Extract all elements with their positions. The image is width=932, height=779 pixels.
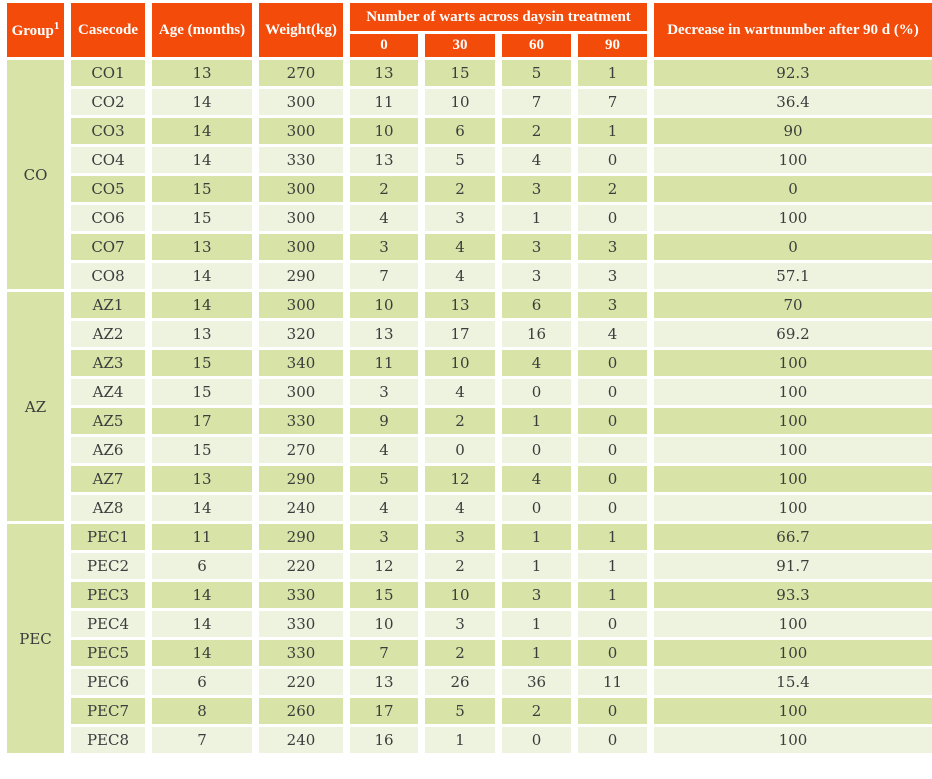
- cell-decrease: 100: [654, 408, 932, 434]
- cell-d30: 4: [425, 495, 495, 521]
- cell-age: 14: [152, 147, 252, 173]
- table-row: [7, 408, 932, 434]
- table-row: [7, 60, 932, 86]
- cell-d60: 5: [502, 60, 571, 86]
- cell-decrease: 100: [654, 611, 932, 637]
- cell-weight: 290: [259, 263, 343, 289]
- cell-weight: 220: [259, 669, 343, 695]
- group-cell-co: CO: [7, 60, 64, 289]
- cell-d60: 16: [502, 321, 571, 347]
- header-age: Age (months): [152, 3, 252, 57]
- header-day-90: 90: [578, 34, 647, 57]
- cell-decrease: 100: [654, 727, 932, 753]
- cell-d90: 0: [578, 379, 647, 405]
- cell-d0: 10: [350, 118, 418, 144]
- cell-d90: 1: [578, 582, 647, 608]
- cell-d60: 0: [502, 379, 571, 405]
- cell-d0: 11: [350, 89, 418, 115]
- cell-d0: 4: [350, 495, 418, 521]
- cell-casecode: AZ6: [71, 437, 145, 463]
- cell-d0: 7: [350, 640, 418, 666]
- table-row: [7, 553, 932, 579]
- table-row: [7, 582, 932, 608]
- cell-decrease: 15.4: [654, 669, 932, 695]
- table-row: [7, 611, 932, 637]
- cell-d60: 3: [502, 176, 571, 202]
- cell-decrease: 100: [654, 147, 932, 173]
- table-row: [7, 263, 932, 289]
- table-row: [7, 524, 932, 550]
- group-cell-az: AZ: [7, 292, 64, 521]
- cell-weight: 290: [259, 466, 343, 492]
- cell-weight: 240: [259, 495, 343, 521]
- cell-weight: 300: [259, 292, 343, 318]
- cell-d90: 0: [578, 495, 647, 521]
- cell-d30: 4: [425, 379, 495, 405]
- cell-d0: 13: [350, 669, 418, 695]
- cell-d60: 1: [502, 205, 571, 231]
- cell-decrease: 100: [654, 466, 932, 492]
- cell-weight: 330: [259, 640, 343, 666]
- cell-weight: 330: [259, 611, 343, 637]
- header-day-0: 0: [350, 34, 418, 57]
- footnote-marker: 1: [53, 20, 60, 32]
- cell-d90: 1: [578, 553, 647, 579]
- cell-weight: 270: [259, 60, 343, 86]
- cell-d60: 1: [502, 611, 571, 637]
- cell-d60: 1: [502, 553, 571, 579]
- cell-age: 14: [152, 640, 252, 666]
- cell-weight: 330: [259, 147, 343, 173]
- table-row: [7, 234, 932, 260]
- cell-d90: 2: [578, 176, 647, 202]
- cell-age: 6: [152, 553, 252, 579]
- cell-decrease: 100: [654, 640, 932, 666]
- cell-d60: 1: [502, 408, 571, 434]
- cell-d30: 26: [425, 669, 495, 695]
- cell-d0: 15: [350, 582, 418, 608]
- cell-d0: 5: [350, 466, 418, 492]
- cell-age: 15: [152, 205, 252, 231]
- cell-d0: 3: [350, 234, 418, 260]
- cell-casecode: PEC7: [71, 698, 145, 724]
- cell-d30: 5: [425, 698, 495, 724]
- table-row: [7, 292, 932, 318]
- cell-d0: 11: [350, 350, 418, 376]
- cell-casecode: AZ1: [71, 292, 145, 318]
- cell-d60: 2: [502, 698, 571, 724]
- cell-d60: 6: [502, 292, 571, 318]
- cell-d30: 12: [425, 466, 495, 492]
- cell-d0: 13: [350, 60, 418, 86]
- cell-weight: 220: [259, 553, 343, 579]
- cell-decrease: 36.4: [654, 89, 932, 115]
- header-row-main: [7, 3, 932, 31]
- cell-decrease: 0: [654, 176, 932, 202]
- table-row: [7, 176, 932, 202]
- cell-d30: 10: [425, 582, 495, 608]
- table-row: [7, 89, 932, 115]
- cell-d60: 4: [502, 350, 571, 376]
- group-cell-pec: PEC: [7, 524, 64, 753]
- cell-age: 14: [152, 611, 252, 637]
- cell-d0: 9: [350, 408, 418, 434]
- cell-casecode: AZ4: [71, 379, 145, 405]
- cell-d0: 2: [350, 176, 418, 202]
- cell-d30: 4: [425, 234, 495, 260]
- cell-age: 14: [152, 292, 252, 318]
- cell-casecode: AZ5: [71, 408, 145, 434]
- cell-d90: 0: [578, 640, 647, 666]
- cell-age: 14: [152, 495, 252, 521]
- cell-weight: 300: [259, 89, 343, 115]
- cell-d90: 1: [578, 524, 647, 550]
- cell-decrease: 69.2: [654, 321, 932, 347]
- cell-d30: 4: [425, 263, 495, 289]
- cell-d90: 0: [578, 466, 647, 492]
- cell-d30: 2: [425, 640, 495, 666]
- cell-decrease: 100: [654, 379, 932, 405]
- cell-age: 8: [152, 698, 252, 724]
- cell-d0: 17: [350, 698, 418, 724]
- table-row: [7, 640, 932, 666]
- cell-casecode: CO7: [71, 234, 145, 260]
- table-row: [7, 698, 932, 724]
- table-row: [7, 379, 932, 405]
- cell-age: 14: [152, 118, 252, 144]
- table-header: [7, 3, 932, 57]
- cell-d0: 10: [350, 292, 418, 318]
- cell-weight: 330: [259, 408, 343, 434]
- header-day-60: 60: [502, 34, 571, 57]
- cell-d90: 3: [578, 292, 647, 318]
- cell-age: 15: [152, 437, 252, 463]
- cell-age: 14: [152, 263, 252, 289]
- cell-age: 7: [152, 727, 252, 753]
- cell-d60: 3: [502, 234, 571, 260]
- cell-d0: 4: [350, 437, 418, 463]
- cell-decrease: 57.1: [654, 263, 932, 289]
- table-row: [7, 727, 932, 753]
- header-day-30: 30: [425, 34, 495, 57]
- cell-d0: 3: [350, 524, 418, 550]
- cell-d30: 5: [425, 147, 495, 173]
- cell-d60: 0: [502, 727, 571, 753]
- cell-age: 14: [152, 582, 252, 608]
- cell-d60: 2: [502, 118, 571, 144]
- cell-casecode: CO6: [71, 205, 145, 231]
- cell-d90: 1: [578, 60, 647, 86]
- cell-age: 15: [152, 350, 252, 376]
- cell-d90: 0: [578, 611, 647, 637]
- cell-weight: 330: [259, 582, 343, 608]
- table-row: [7, 147, 932, 173]
- cell-weight: 320: [259, 321, 343, 347]
- cell-weight: 300: [259, 176, 343, 202]
- cell-age: 13: [152, 234, 252, 260]
- cell-decrease: 90: [654, 118, 932, 144]
- cell-age: 13: [152, 321, 252, 347]
- cell-d90: 3: [578, 234, 647, 260]
- cell-casecode: PEC3: [71, 582, 145, 608]
- cell-casecode: CO3: [71, 118, 145, 144]
- cell-d60: 3: [502, 582, 571, 608]
- cell-age: 13: [152, 466, 252, 492]
- cell-d60: 0: [502, 437, 571, 463]
- header-group: [7, 3, 64, 57]
- cell-decrease: 100: [654, 698, 932, 724]
- cell-d90: 3: [578, 263, 647, 289]
- cell-casecode: CO5: [71, 176, 145, 202]
- cell-d30: 13: [425, 292, 495, 318]
- cell-casecode: PEC8: [71, 727, 145, 753]
- cell-casecode: PEC6: [71, 669, 145, 695]
- cell-d60: 4: [502, 147, 571, 173]
- table-row: [7, 669, 932, 695]
- header-casecode: Casecode: [71, 3, 145, 57]
- cell-d30: 10: [425, 89, 495, 115]
- cell-d60: 1: [502, 524, 571, 550]
- cell-d30: 17: [425, 321, 495, 347]
- cell-decrease: 93.3: [654, 582, 932, 608]
- cell-d60: 0: [502, 495, 571, 521]
- cell-age: 17: [152, 408, 252, 434]
- cell-age: 14: [152, 89, 252, 115]
- cell-d30: 10: [425, 350, 495, 376]
- cell-d30: 3: [425, 205, 495, 231]
- cell-d90: 4: [578, 321, 647, 347]
- cell-casecode: PEC5: [71, 640, 145, 666]
- cell-d0: 4: [350, 205, 418, 231]
- cell-age: 15: [152, 176, 252, 202]
- cell-d30: 1: [425, 727, 495, 753]
- table-row: [7, 466, 932, 492]
- cell-decrease: 66.7: [654, 524, 932, 550]
- cell-decrease: 70: [654, 292, 932, 318]
- cell-weight: 240: [259, 727, 343, 753]
- cell-decrease: 91.7: [654, 553, 932, 579]
- table-row: [7, 205, 932, 231]
- cell-weight: 290: [259, 524, 343, 550]
- cell-weight: 270: [259, 437, 343, 463]
- cell-d30: 2: [425, 408, 495, 434]
- cell-d60: 3: [502, 263, 571, 289]
- cell-d60: 7: [502, 89, 571, 115]
- cell-d0: 13: [350, 147, 418, 173]
- table-row: [7, 350, 932, 376]
- cell-decrease: 92.3: [654, 60, 932, 86]
- cell-d90: 0: [578, 408, 647, 434]
- cell-d90: 1: [578, 118, 647, 144]
- table-row: [7, 321, 932, 347]
- cell-d90: 0: [578, 698, 647, 724]
- cell-d30: 3: [425, 611, 495, 637]
- cell-d30: 3: [425, 524, 495, 550]
- cell-casecode: AZ8: [71, 495, 145, 521]
- cell-decrease: 100: [654, 437, 932, 463]
- cell-casecode: PEC4: [71, 611, 145, 637]
- cell-d0: 16: [350, 727, 418, 753]
- cell-weight: 340: [259, 350, 343, 376]
- cell-d90: 7: [578, 89, 647, 115]
- cell-d90: 0: [578, 437, 647, 463]
- cell-weight: 300: [259, 379, 343, 405]
- header-group-label: Group: [11, 23, 54, 39]
- cell-d30: 2: [425, 176, 495, 202]
- cell-decrease: 100: [654, 495, 932, 521]
- cell-casecode: CO2: [71, 89, 145, 115]
- cell-weight: 300: [259, 205, 343, 231]
- cell-d0: 7: [350, 263, 418, 289]
- cell-casecode: AZ3: [71, 350, 145, 376]
- cell-d30: 2: [425, 553, 495, 579]
- header-warts-banner: Number of warts across daysin treatment: [350, 3, 647, 31]
- cell-weight: 260: [259, 698, 343, 724]
- cell-d0: 13: [350, 321, 418, 347]
- cell-d90: 0: [578, 350, 647, 376]
- cell-casecode: CO4: [71, 147, 145, 173]
- cell-casecode: PEC1: [71, 524, 145, 550]
- header-decrease: Decrease in wartnumber after 90 d (%): [654, 3, 932, 57]
- cell-d90: 0: [578, 147, 647, 173]
- table-row: [7, 118, 932, 144]
- table-row: [7, 437, 932, 463]
- cell-d90: 0: [578, 727, 647, 753]
- cell-d90: 11: [578, 669, 647, 695]
- cell-d60: 36: [502, 669, 571, 695]
- cell-d30: 0: [425, 437, 495, 463]
- cell-d90: 0: [578, 205, 647, 231]
- cell-weight: 300: [259, 118, 343, 144]
- cell-d30: 6: [425, 118, 495, 144]
- cell-decrease: 100: [654, 205, 932, 231]
- cell-age: 6: [152, 669, 252, 695]
- table-row: [7, 495, 932, 521]
- cell-d0: 12: [350, 553, 418, 579]
- cell-age: 15: [152, 379, 252, 405]
- cell-casecode: AZ2: [71, 321, 145, 347]
- cell-decrease: 100: [654, 350, 932, 376]
- cell-casecode: CO8: [71, 263, 145, 289]
- cell-d0: 10: [350, 611, 418, 637]
- cell-casecode: CO1: [71, 60, 145, 86]
- cell-d60: 4: [502, 466, 571, 492]
- cell-decrease: 0: [654, 234, 932, 260]
- cell-casecode: AZ7: [71, 466, 145, 492]
- cell-d0: 3: [350, 379, 418, 405]
- cell-casecode: PEC2: [71, 553, 145, 579]
- cell-age: 11: [152, 524, 252, 550]
- cell-weight: 300: [259, 234, 343, 260]
- table-body: [7, 60, 932, 753]
- cell-d30: 15: [425, 60, 495, 86]
- header-weight: Weight(kg): [259, 3, 343, 57]
- cell-age: 13: [152, 60, 252, 86]
- cell-d60: 1: [502, 640, 571, 666]
